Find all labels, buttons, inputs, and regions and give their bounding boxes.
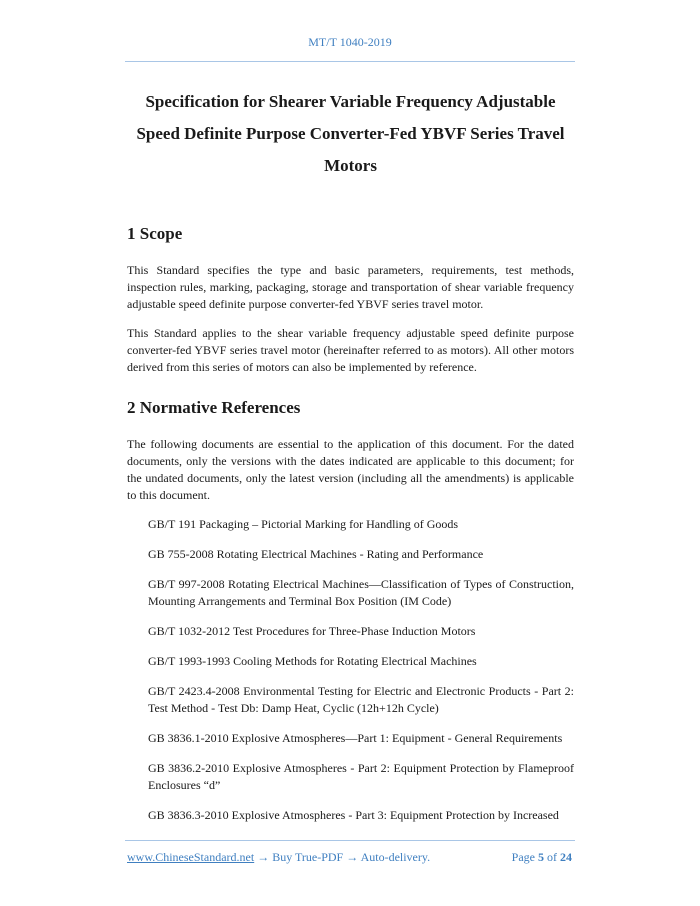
document-code-header: MT/T 1040-2019 xyxy=(308,35,392,49)
section-heading-normative-references: 2 Normative References xyxy=(127,398,301,417)
reference-item: GB 3836.3-2010 Explosive Atmospheres - Part 3: Equipment Protection by Increased xyxy=(148,808,559,822)
page-total: 24 xyxy=(560,850,572,864)
page-of-label: of xyxy=(547,850,557,864)
reference-list xyxy=(148,516,574,824)
website-link[interactable]: www.ChineseStandard.net xyxy=(127,850,255,864)
reference-item: GB/T 2423.4-2008 Environmental Testing for Electric and Electronic Products - Part 2: Test Method - Test Db: Damp Heat, Cyclic (12h+12h Cycle) xyxy=(148,684,574,715)
scope-paragraph: This Standard specifies the type and basic parameters, requirements, test methods, inspection rules, marking, packaging, storage and transportation of shear variable frequency adjustable speed definite purpose converter-fed YBVF series travel motor. xyxy=(127,263,574,311)
reference-item: GB 3836.1-2010 Explosive Atmospheres—Part 1: Equipment - General Requirements xyxy=(148,731,563,745)
references-intro-paragraph: The following documents are essential to the application of this document. For the dated documents, only the versions with the dates indicated are applicable to this document; for the undated documents, only the latest version (including all the amendments) is applicable to this document. xyxy=(127,437,574,502)
page-body xyxy=(127,86,574,824)
footer-promo-text: → Buy True-PDF → Auto-delivery. xyxy=(254,850,431,864)
page-label: Page xyxy=(511,850,535,864)
scope-paragraph: This Standard applies to the shear variable frequency adjustable speed definite purpose converter-fed YBVF series travel motor (hereinafter referred to as motors). All other motors derived from this series of motors can also be implemented by reference. xyxy=(127,326,574,374)
title-line: Specification for Shearer Variable Frequency Adjustable xyxy=(145,92,556,111)
title-line: Speed Definite Purpose Converter-Fed YBVF Series Travel xyxy=(136,124,565,143)
reference-item: GB/T 1032-2012 Test Procedures for Three-Phase Induction Motors xyxy=(148,624,476,638)
reference-item: GB/T 1993-1993 Cooling Methods for Rotating Electrical Machines xyxy=(148,654,477,668)
document-title xyxy=(127,86,574,182)
header-divider xyxy=(125,61,575,62)
reference-item: GB/T 997-2008 Rotating Electrical Machines—Classification of Types of Construction, Mounting Arrangements and Terminal Box Position (IM Code) xyxy=(148,577,574,608)
reference-item: GB/T 191 Packaging – Pictorial Marking for Handling of Goods xyxy=(148,517,459,531)
page-indicator xyxy=(512,850,572,865)
footer-promo xyxy=(127,850,430,864)
reference-item: GB 3836.2-2010 Explosive Atmospheres - Part 2: Equipment Protection by Flameproof Enclosures “d” xyxy=(148,761,574,792)
title-line: Motors xyxy=(324,156,377,175)
footer-divider xyxy=(125,840,575,841)
reference-item: GB 755-2008 Rotating Electrical Machines - Rating and Performance xyxy=(148,547,484,561)
page-footer xyxy=(127,850,574,865)
section-heading-scope: 1 Scope xyxy=(127,224,183,243)
page-current: 5 xyxy=(538,850,544,864)
